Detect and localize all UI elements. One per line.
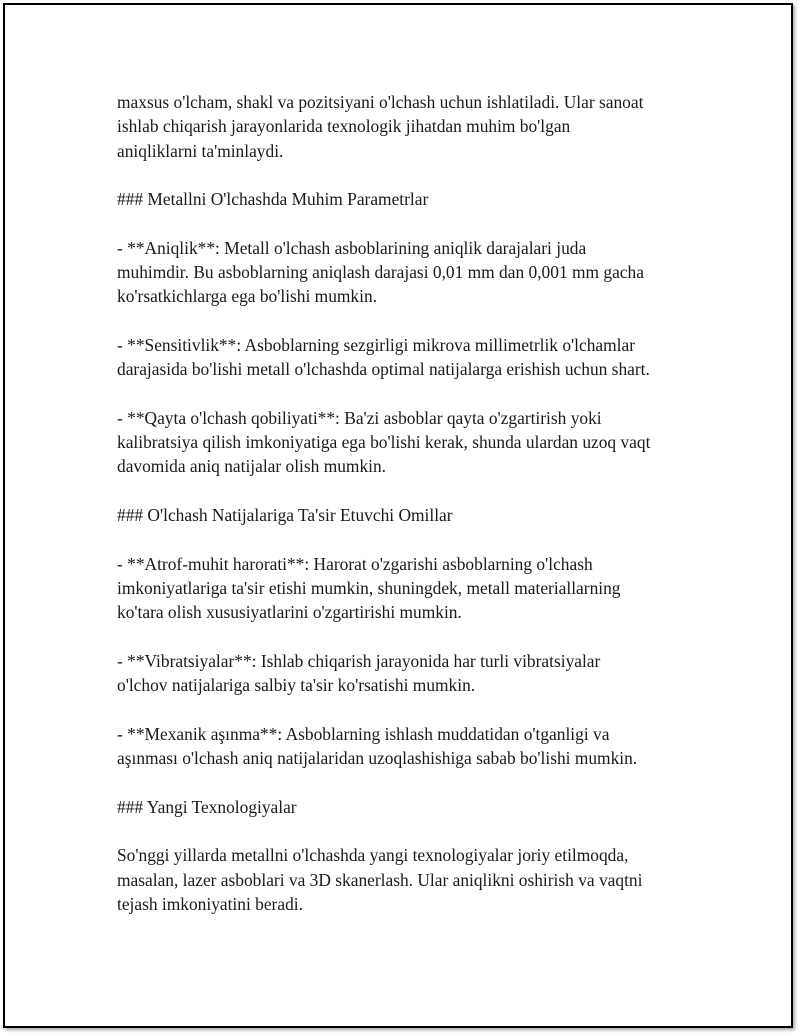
text-line: - **Aniqlik**: Metall o'lchash asboblarining aniqlik darajalari juda <box>117 237 587 258</box>
text-line: kalibratsiya qilish imkoniyatiga ega bo'lishi kerak, shunda ulardan uzoq vaqt <box>117 432 651 453</box>
list-item-vibrations <box>117 649 697 698</box>
text-line: o'lchov natijalariga salbiy ta'sir ko'rsatishi mumkin. <box>117 675 476 696</box>
text-line: ishlab chiqarish jarayonlarida texnologik jihatdan muhim bo'lgan <box>117 116 571 137</box>
section-heading-new-tech <box>117 795 697 819</box>
text-line: - **Sensitivlik**: Asboblarning sezgirligi mikrova millimetrlik o'lchamlar <box>117 334 636 355</box>
list-item-sensitivity <box>117 333 697 382</box>
text-line: - **Vibratsiyalar**: Ishlab chiqarish jarayonida har turli vibratsiyalar <box>117 650 601 671</box>
text-line: - **Qayta o'lchash qobiliyati**: Ba'zi asboblar qayta o'zgartirish yoki <box>117 407 602 428</box>
section-heading-factors <box>117 503 697 527</box>
list-item-repeatability <box>117 406 697 479</box>
text-line: ko'tara olish xususiyatlarini o'zgartirishi mumkin. <box>117 602 462 623</box>
text-line: - **Mexanik aşınma**: Asboblarning ishlash muddatidan o'tganligi va <box>117 723 610 744</box>
text-line: maxsus o'lcham, shakl va pozitsiyani o'lchash uchun ishlatiladi. Ular sanoat <box>117 92 644 112</box>
text-line: tejash imkoniyatini beradi. <box>117 893 303 914</box>
text-line: muhimdir. Bu asboblarning aniqlash darajasi 0,01 mm dan 0,001 mm gacha <box>117 262 644 283</box>
list-item-wear <box>117 722 697 771</box>
text-line: - **Atrof-muhit harorati**: Harorat o'zgarishi asboblarning o'lchash <box>117 553 593 574</box>
text-line: aniqliklarni ta'minlaydi. <box>117 140 284 161</box>
heading-text: ### Yangi Texnologiyalar <box>117 796 297 817</box>
list-item-temperature <box>117 552 697 625</box>
closing-paragraph <box>117 843 697 916</box>
document-body <box>117 90 697 940</box>
text-line: masalan, lazer asboblari va 3D skanerlash. Ular aniqlikni oshirish va vaqtni <box>117 869 643 890</box>
heading-text: ### O'lchash Natijalariga Ta'sir Etuvchi Omillar <box>117 505 453 526</box>
text-line: imkoniyatlariga ta'sir etishi mumkin, shuningdek, metall materiallarning <box>117 577 621 598</box>
intro-paragraph <box>117 90 697 163</box>
heading-text: ### Metallni O'lchashda Muhim Parametrlar <box>117 189 429 210</box>
text-line: ko'rsatkichlarga ega bo'lishi mumkin. <box>117 286 377 307</box>
text-line: davomida aniq natijalar olish mumkin. <box>117 456 387 477</box>
text-line: darajasida bo'lishi metall o'lchashda optimal natijalarga erishish uchun shart. <box>117 359 650 380</box>
list-item-accuracy <box>117 236 697 309</box>
text-line: So'nggi yillarda metallni o'lchashda yangi texnologiyalar joriy etilmoqda, <box>117 845 629 866</box>
section-heading-parameters <box>117 187 697 211</box>
text-line: aşınması o'lchash aniq natijalaridan uzoqlashishiga sabab bo'lishi mumkin. <box>117 748 638 769</box>
